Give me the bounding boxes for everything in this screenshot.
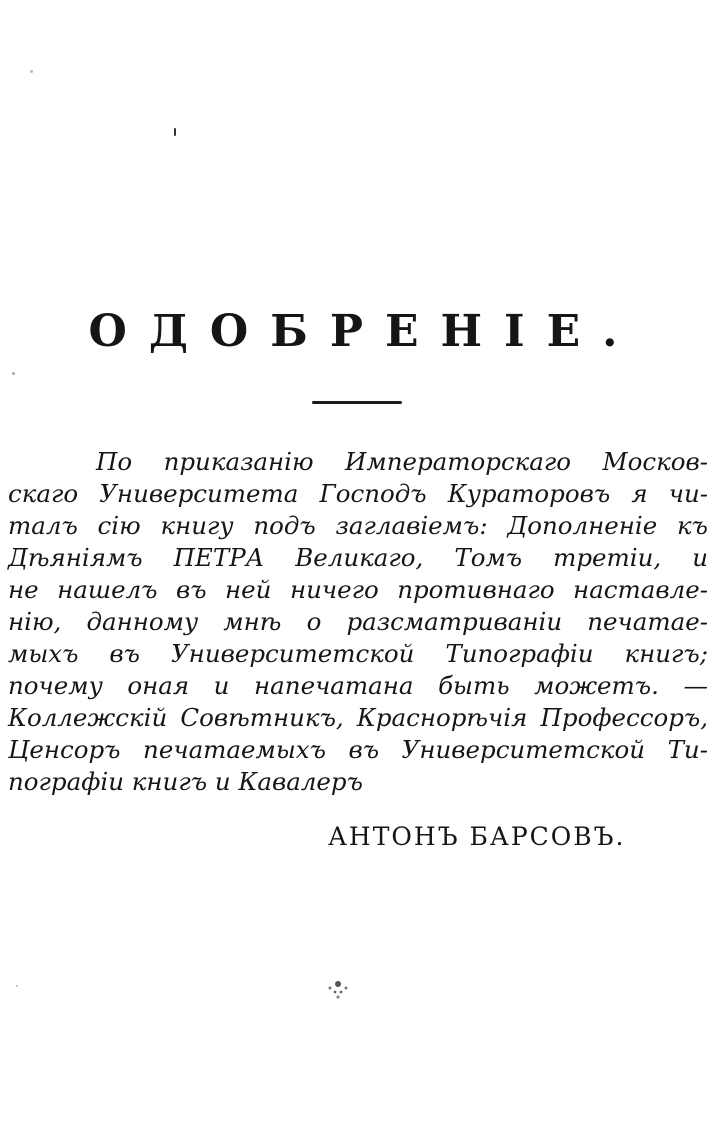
- text-line: Ценсоръ печатаемыхъ въ Университетской Ти-: [8, 735, 708, 764]
- text-line: Коллежскій Совѣтникъ, Краснорѣчія Профессоръ,: [8, 703, 708, 732]
- ornament-icon: [318, 978, 358, 1000]
- text-line: пографіи книгъ и Кавалеръ: [8, 767, 363, 796]
- ink-speck: [30, 70, 33, 73]
- text-line: Дѣяніямъ ПЕТРА Великаго, Томъ третіи, и: [8, 543, 708, 572]
- ink-speck: [12, 372, 15, 375]
- text-line: почему оная и напечатана быть можетъ. —: [8, 671, 708, 700]
- text-line: талъ сію книгу подъ заглавіемъ: Дополненіе къ: [8, 511, 708, 540]
- text-line: скаго Университета Господъ Кураторовъ я чи-: [8, 479, 708, 508]
- text-line: не нашелъ въ ней ничего противнаго наставле-: [8, 575, 708, 604]
- ink-speck: [16, 985, 18, 987]
- text-line: мыхъ въ Университетской Типографіи книгъ;: [8, 639, 708, 668]
- approval-paragraph: [8, 446, 708, 798]
- title-divider: [312, 401, 402, 404]
- text-line: По приказанію Императорскаго Москов-: [96, 447, 708, 476]
- ink-speck: [174, 128, 176, 136]
- censor-signature: АНТОНЪ БАРСОВЪ.: [328, 822, 626, 851]
- text-line: нію, данному мнѣ о разсматриваніи печатае-: [8, 607, 708, 636]
- page-title: ОДОБРЕНІЕ.: [88, 306, 640, 357]
